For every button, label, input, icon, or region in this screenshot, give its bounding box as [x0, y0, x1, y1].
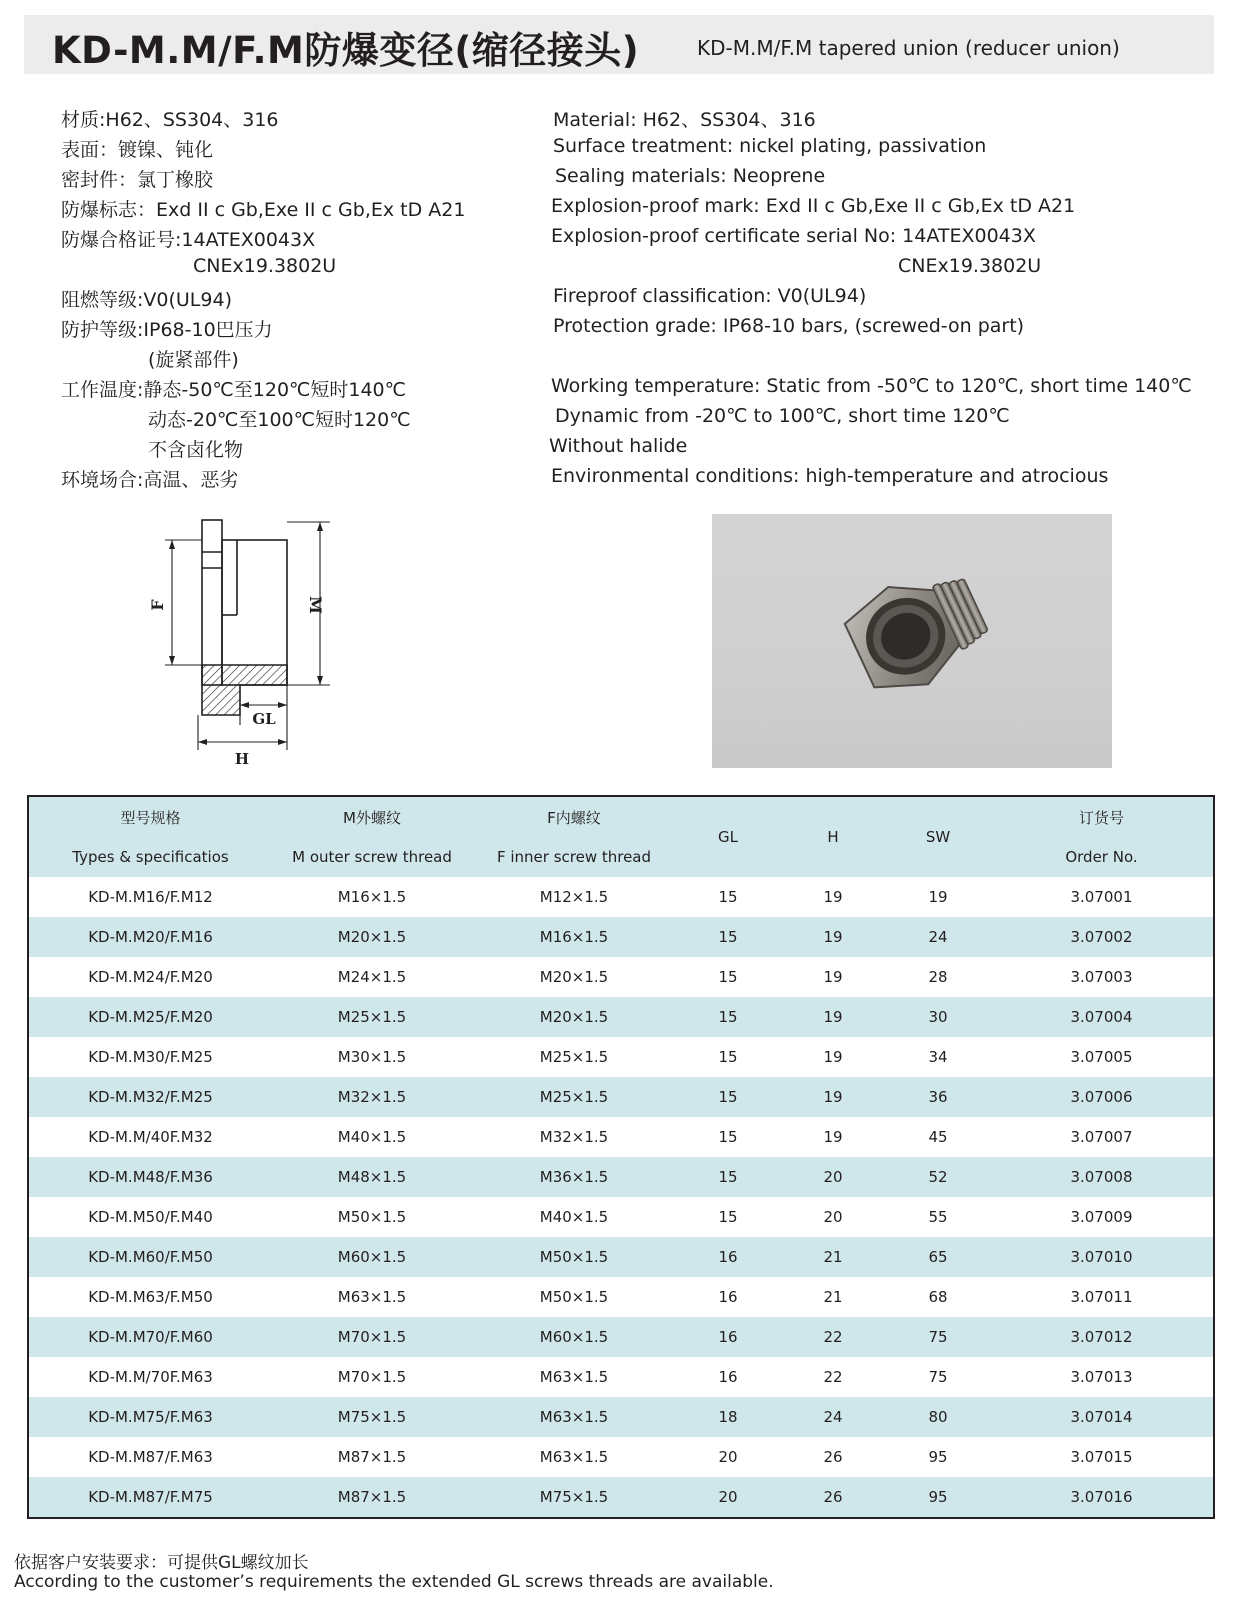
- dimension-label-gl: GL: [252, 710, 276, 728]
- cell-gl: 15: [676, 1117, 780, 1157]
- table-row: [28, 1397, 1214, 1437]
- cell-sw: 55: [886, 1197, 990, 1237]
- table-row: [28, 1357, 1214, 1397]
- cell-order-no: 3.07007: [990, 1117, 1214, 1157]
- header-sw: SW: [886, 796, 990, 877]
- cell-gl: 15: [676, 957, 780, 997]
- header-m-thread-cn: M外螺纹: [272, 796, 472, 837]
- spec-en-surface: Surface treatment: nickel plating, passivation: [553, 135, 987, 157]
- table-row: [28, 1037, 1214, 1077]
- cell-type: KD-M.M25/F.M20: [28, 997, 272, 1037]
- table-row: [28, 997, 1214, 1037]
- header-m-thread-en: M outer screw thread: [272, 837, 472, 877]
- cell-f-thread: M50×1.5: [472, 1237, 676, 1277]
- header-types-cn: 型号规格: [28, 796, 272, 837]
- spec-en-material: Material: H62、SS304、316: [553, 109, 816, 131]
- cell-gl: 15: [676, 1197, 780, 1237]
- spec-cn-protection-note: (旋紧部件): [148, 349, 239, 371]
- cell-order-no: 3.07002: [990, 917, 1214, 957]
- cell-type: KD-M.M24/F.M20: [28, 957, 272, 997]
- cell-sw: 95: [886, 1477, 990, 1518]
- cell-sw: 28: [886, 957, 990, 997]
- cell-m-thread: M60×1.5: [272, 1237, 472, 1277]
- cell-gl: 20: [676, 1437, 780, 1477]
- cell-gl: 15: [676, 917, 780, 957]
- table-row: [28, 917, 1214, 957]
- cell-h: 19: [780, 1077, 886, 1117]
- cell-type: KD-M.M32/F.M25: [28, 1077, 272, 1117]
- cell-f-thread: M60×1.5: [472, 1317, 676, 1357]
- cell-f-thread: M20×1.5: [472, 997, 676, 1037]
- cell-gl: 15: [676, 877, 780, 917]
- header-h: H: [780, 796, 886, 877]
- cell-gl: 20: [676, 1477, 780, 1518]
- spec-en-halide: Without halide: [549, 435, 688, 457]
- cell-type: KD-M.M16/F.M12: [28, 877, 272, 917]
- cell-m-thread: M70×1.5: [272, 1357, 472, 1397]
- cell-type: KD-M.M87/F.M75: [28, 1477, 272, 1518]
- cell-h: 19: [780, 917, 886, 957]
- cell-order-no: 3.07011: [990, 1277, 1214, 1317]
- table-row: [28, 1477, 1214, 1518]
- cell-type: KD-M.M63/F.M50: [28, 1277, 272, 1317]
- product-photo: [712, 514, 1112, 768]
- cell-gl: 16: [676, 1237, 780, 1277]
- cell-f-thread: M20×1.5: [472, 957, 676, 997]
- cell-m-thread: M32×1.5: [272, 1077, 472, 1117]
- spec-en-temp-dynamic: Dynamic from -20℃ to 100℃, short time 120℃: [555, 405, 1010, 427]
- cell-order-no: 3.07008: [990, 1157, 1214, 1197]
- cell-m-thread: M87×1.5: [272, 1477, 472, 1518]
- cell-h: 22: [780, 1357, 886, 1397]
- table-row: [28, 1077, 1214, 1117]
- cell-sw: 95: [886, 1437, 990, 1477]
- table-row: [28, 1437, 1214, 1477]
- cell-type: KD-M.M/40F.M32: [28, 1117, 272, 1157]
- spec-en-environment: Environmental conditions: high-temperature and atrocious: [551, 465, 1109, 487]
- cell-order-no: 3.07010: [990, 1237, 1214, 1277]
- cell-order-no: 3.07001: [990, 877, 1214, 917]
- cell-h: 26: [780, 1477, 886, 1518]
- page-subtitle: KD-M.M/F.M tapered union (reducer union): [697, 36, 1120, 60]
- table-row: [28, 1277, 1214, 1317]
- cell-h: 19: [780, 877, 886, 917]
- spec-cn-sealing: 密封件：氯丁橡胶: [61, 169, 214, 191]
- spec-cn-temp-static: 工作温度:静态-50℃至120℃短时140℃: [61, 379, 406, 401]
- cell-sw: 68: [886, 1277, 990, 1317]
- cell-sw: 75: [886, 1317, 990, 1357]
- cell-sw: 65: [886, 1237, 990, 1277]
- table-row: [28, 1157, 1214, 1197]
- spec-cn-environment: 环境场合:高温、恶劣: [61, 469, 239, 491]
- cell-h: 26: [780, 1437, 886, 1477]
- cell-h: 21: [780, 1237, 886, 1277]
- spec-en-protection: Protection grade: IP68-10 bars, (screwed-on part): [553, 315, 1025, 337]
- cell-f-thread: M25×1.5: [472, 1077, 676, 1117]
- cell-sw: 45: [886, 1117, 990, 1157]
- cell-type: KD-M.M/70F.M63: [28, 1357, 272, 1397]
- cell-f-thread: M12×1.5: [472, 877, 676, 917]
- table-header-row: [28, 796, 1214, 837]
- spec-cn-material: 材质:H62、SS304、316: [61, 109, 279, 131]
- cell-h: 20: [780, 1157, 886, 1197]
- cell-sw: 75: [886, 1357, 990, 1397]
- cell-m-thread: M63×1.5: [272, 1277, 472, 1317]
- spec-cn-certificate-2: CNEx19.3802U: [193, 255, 337, 277]
- cell-order-no: 3.07015: [990, 1437, 1214, 1477]
- dimension-label-h: H: [234, 750, 250, 768]
- cell-m-thread: M48×1.5: [272, 1157, 472, 1197]
- cell-type: KD-M.M75/F.M63: [28, 1397, 272, 1437]
- table-row: [28, 1317, 1214, 1357]
- cell-h: 19: [780, 1117, 886, 1157]
- cell-order-no: 3.07016: [990, 1477, 1214, 1518]
- cell-order-no: 3.07013: [990, 1357, 1214, 1397]
- cell-gl: 18: [676, 1397, 780, 1437]
- cell-h: 19: [780, 1037, 886, 1077]
- cell-sw: 52: [886, 1157, 990, 1197]
- cell-gl: 16: [676, 1357, 780, 1397]
- cell-type: KD-M.M70/F.M60: [28, 1317, 272, 1357]
- cell-gl: 15: [676, 1037, 780, 1077]
- note-en: According to the customer’s requirements the extended GL screws threads are available.: [14, 1572, 774, 1592]
- cell-m-thread: M75×1.5: [272, 1397, 472, 1437]
- cell-f-thread: M36×1.5: [472, 1157, 676, 1197]
- note-cn: 依据客户安装要求：可提供GL螺纹加长: [14, 1553, 309, 1573]
- cell-order-no: 3.07003: [990, 957, 1214, 997]
- cell-h: 19: [780, 997, 886, 1037]
- header-gl: GL: [676, 796, 780, 877]
- spec-en-certificate: Explosion-proof certificate serial No: 14ATEX0043X: [551, 225, 1036, 247]
- table-row: [28, 877, 1214, 917]
- cell-sw: 24: [886, 917, 990, 957]
- cell-sw: 36: [886, 1077, 990, 1117]
- cell-type: KD-M.M20/F.M16: [28, 917, 272, 957]
- cell-m-thread: M70×1.5: [272, 1317, 472, 1357]
- spec-cn-surface: 表面：镀镍、钝化: [61, 139, 214, 161]
- spec-cn-protection: 防护等级:IP68-10巴压力: [61, 319, 273, 341]
- header-order-cn: 订货号: [990, 796, 1214, 837]
- cell-type: KD-M.M48/F.M36: [28, 1157, 272, 1197]
- specification-table: [27, 795, 1215, 1519]
- cell-h: 24: [780, 1397, 886, 1437]
- spec-en-sealing: Sealing materials: Neoprene: [555, 165, 826, 187]
- spec-en-temp-static: Working temperature: Static from -50℃ to 120℃, short time 140℃: [551, 375, 1192, 397]
- cell-m-thread: M16×1.5: [272, 877, 472, 917]
- cell-m-thread: M87×1.5: [272, 1437, 472, 1477]
- cell-sw: 30: [886, 997, 990, 1037]
- cell-f-thread: M32×1.5: [472, 1117, 676, 1157]
- cell-h: 19: [780, 957, 886, 997]
- table-row: [28, 1197, 1214, 1237]
- cell-sw: 19: [886, 877, 990, 917]
- table-row: [28, 1237, 1214, 1277]
- spec-cn-ex-mark: 防爆标志：Exd II c Gb,Exe II c Gb,Ex tD A21: [61, 199, 466, 221]
- header-types-en: Types & specificatios: [28, 837, 272, 877]
- cell-m-thread: M50×1.5: [272, 1197, 472, 1237]
- cell-type: KD-M.M50/F.M40: [28, 1197, 272, 1237]
- cell-sw: 34: [886, 1037, 990, 1077]
- cell-type: KD-M.M87/F.M63: [28, 1437, 272, 1477]
- cell-sw: 80: [886, 1397, 990, 1437]
- spec-en-certificate-2: CNEx19.3802U: [898, 255, 1042, 277]
- cell-m-thread: M25×1.5: [272, 997, 472, 1037]
- spec-en-ex-mark: Explosion-proof mark: Exd II c Gb,Exe II c Gb,Ex tD A21: [551, 195, 1076, 217]
- cell-f-thread: M25×1.5: [472, 1037, 676, 1077]
- table-row: [28, 957, 1214, 997]
- cell-gl: 16: [676, 1277, 780, 1317]
- cell-gl: 15: [676, 1077, 780, 1117]
- spec-cn-certificate: 防爆合格证号:14ATEX0043X: [61, 229, 316, 251]
- cell-h: 20: [780, 1197, 886, 1237]
- table-header-row: [28, 837, 1214, 877]
- cell-order-no: 3.07012: [990, 1317, 1214, 1357]
- section-hatch: [202, 665, 287, 715]
- cell-order-no: 3.07014: [990, 1397, 1214, 1437]
- cell-m-thread: M30×1.5: [272, 1037, 472, 1077]
- cell-f-thread: M16×1.5: [472, 917, 676, 957]
- cell-h: 21: [780, 1277, 886, 1317]
- cell-m-thread: M24×1.5: [272, 957, 472, 997]
- cell-gl: 16: [676, 1317, 780, 1357]
- flange-outline: [202, 520, 222, 685]
- cell-type: KD-M.M30/F.M25: [28, 1037, 272, 1077]
- table-row: [28, 1117, 1214, 1157]
- header-order-en: Order No.: [990, 837, 1214, 877]
- technical-drawing: [140, 510, 370, 775]
- cell-gl: 15: [676, 1157, 780, 1197]
- thread-body-outline: [222, 540, 287, 685]
- cell-f-thread: M63×1.5: [472, 1437, 676, 1477]
- cell-f-thread: M40×1.5: [472, 1197, 676, 1237]
- cell-type: KD-M.M60/F.M50: [28, 1237, 272, 1277]
- dimension-label-f: F: [148, 599, 167, 611]
- header-f-thread-en: F inner screw thread: [472, 837, 676, 877]
- spec-cn-halide: 不含卤化物: [148, 439, 244, 461]
- cell-order-no: 3.07004: [990, 997, 1214, 1037]
- cell-h: 22: [780, 1317, 886, 1357]
- reducer-union-illustration: [712, 514, 1112, 768]
- spec-en-fireproof: Fireproof classification: V0(UL94): [553, 285, 867, 307]
- cell-f-thread: M75×1.5: [472, 1477, 676, 1518]
- page-title: KD-M.M/F.M防爆变径(缩径接头): [52, 29, 640, 72]
- cell-f-thread: M50×1.5: [472, 1277, 676, 1317]
- header-f-thread-cn: F内螺纹: [472, 796, 676, 837]
- cell-order-no: 3.07005: [990, 1037, 1214, 1077]
- spec-cn-temp-dynamic: 动态-20℃至100℃短时120℃: [148, 409, 411, 431]
- cell-m-thread: M40×1.5: [272, 1117, 472, 1157]
- cell-f-thread: M63×1.5: [472, 1397, 676, 1437]
- cell-f-thread: M63×1.5: [472, 1357, 676, 1397]
- cell-order-no: 3.07006: [990, 1077, 1214, 1117]
- spec-cn-fireproof: 阻燃等级:V0(UL94): [61, 289, 232, 311]
- cell-order-no: 3.07009: [990, 1197, 1214, 1237]
- dimension-label-m: M: [306, 596, 325, 614]
- cell-gl: 15: [676, 997, 780, 1037]
- cell-m-thread: M20×1.5: [272, 917, 472, 957]
